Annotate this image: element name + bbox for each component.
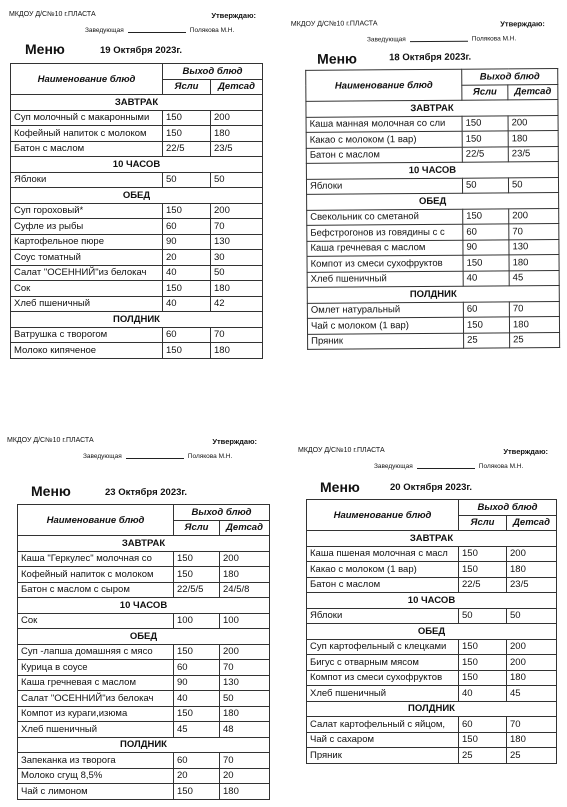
dish-row [11, 110, 263, 126]
dish-name: Суп картофельный с клецками [307, 639, 459, 655]
dish-output-kindergarten: 70 [220, 660, 270, 676]
dish-name: Суп гороховый* [11, 203, 163, 219]
dish-row [11, 172, 263, 188]
org-name: МКДОУ Д/С№10 г.ПЛАСТА [9, 11, 96, 18]
meal-section-label: ОБЕД [11, 188, 263, 204]
dish-output-kindergarten: 180 [220, 706, 270, 722]
dish-output-nursery: 150 [459, 732, 507, 748]
column-header-nursery: Ясли [174, 520, 220, 536]
menu-table [305, 68, 560, 350]
signature-line [417, 468, 475, 469]
dish-output-kindergarten: 23/5 [211, 141, 263, 157]
column-header-nursery: Ясли [462, 84, 508, 100]
dish-output-kindergarten: 200 [507, 655, 557, 671]
dish-output-kindergarten: 70 [211, 219, 263, 235]
dish-output-nursery: 150 [462, 115, 508, 131]
dish-output-nursery: 40 [163, 265, 211, 281]
dish-row [18, 722, 270, 738]
dish-output-kindergarten: 130 [220, 675, 270, 691]
dish-row [11, 327, 263, 343]
menu-sheet [287, 13, 561, 355]
meal-section-row [18, 536, 270, 552]
dish-row [18, 706, 270, 722]
dish-output-kindergarten: 200 [507, 546, 557, 562]
meal-section-label: ОБЕД [307, 624, 557, 640]
column-header-kindergarten: Детсад [220, 520, 270, 536]
dish-output-nursery: 150 [163, 110, 211, 126]
dish-output-nursery: 60 [463, 301, 509, 317]
column-header-kindergarten: Детсад [507, 515, 557, 531]
dish-output-kindergarten: 180 [507, 562, 557, 578]
dish-output-nursery: 90 [463, 239, 509, 255]
meal-section-label: 10 ЧАСОВ [11, 157, 263, 173]
dish-output-kindergarten: 130 [211, 234, 263, 250]
dish-output-kindergarten: 20 [220, 768, 270, 784]
head-name: Полякова М.Н. [187, 453, 233, 460]
menu-title: Меню [320, 479, 360, 495]
dish-name: Хлеб пшеничный [307, 686, 459, 702]
dish-output-nursery: 150 [463, 255, 509, 271]
column-header-name: Наименование блюд [11, 64, 163, 95]
dish-output-nursery: 90 [163, 234, 211, 250]
dish-name: Батон с маслом [306, 147, 462, 164]
signature-line [410, 41, 468, 42]
dish-output-nursery: 60 [174, 660, 220, 676]
dish-output-kindergarten: 25 [507, 748, 557, 764]
menu-title: Меню [31, 483, 71, 499]
dish-row [306, 177, 558, 194]
dish-row [11, 343, 263, 359]
approve-label: Утверждаю: [212, 437, 257, 446]
dish-output-kindergarten: 23/5 [508, 146, 558, 162]
dish-output-nursery: 50 [459, 608, 507, 624]
approval-signature [85, 27, 234, 34]
dish-output-nursery: 60 [463, 224, 509, 240]
dish-output-kindergarten: 70 [211, 327, 263, 343]
dish-output-kindergarten: 180 [507, 670, 557, 686]
dish-name: Соус томатный [11, 250, 163, 266]
dish-output-kindergarten: 200 [507, 639, 557, 655]
dish-row [307, 562, 557, 578]
dish-output-nursery: 22/5 [163, 141, 211, 157]
dish-row [307, 608, 557, 624]
dish-name: Батон с маслом с сыром [18, 582, 174, 598]
head-name: Полякова М.Н. [478, 463, 524, 470]
dish-output-nursery: 150 [459, 546, 507, 562]
dish-output-kindergarten: 70 [509, 301, 559, 317]
dish-output-kindergarten: 200 [211, 203, 263, 219]
dish-output-nursery: 50 [462, 177, 508, 193]
meal-section-label: 10 ЧАСОВ [307, 593, 557, 609]
dish-row [307, 224, 559, 241]
meal-section-row [307, 193, 559, 210]
dish-output-kindergarten: 50 [508, 177, 558, 193]
head-label: Заведующая [366, 36, 406, 44]
meal-section-label: ОБЕД [307, 193, 559, 210]
menu-date: 20 Октября 2023г. [390, 482, 473, 493]
dish-output-nursery: 40 [463, 270, 509, 286]
dish-name: Сок [11, 281, 163, 297]
menu-sheet [5, 5, 270, 375]
dish-output-nursery: 60 [163, 219, 211, 235]
dish-output-kindergarten: 50 [211, 172, 263, 188]
meal-section-row [18, 629, 270, 645]
meal-section-label: 10 ЧАСОВ [306, 162, 558, 179]
dish-name: Хлеб пшеничный [18, 722, 174, 738]
meal-section-label: 10 ЧАСОВ [18, 598, 270, 614]
org-name: МКДОУ Д/С№10 г.ПЛАСТА [7, 437, 94, 444]
dish-name: Омлет натуральный [307, 302, 463, 319]
dish-name: Хлеб пшеничный [11, 296, 163, 312]
column-header-output: Выход блюд [459, 500, 557, 516]
dish-output-kindergarten: 180 [211, 126, 263, 142]
head-label: Заведующая [374, 463, 413, 470]
dish-name: Суп -лапша домашняя с мясо [18, 644, 174, 660]
dish-row [306, 146, 558, 163]
dish-name: Каша пшеная молочная с масл [307, 546, 459, 562]
meal-section-label: ЗАВТРАК [306, 100, 558, 117]
dish-output-kindergarten: 200 [220, 551, 270, 567]
dish-name: Чай с молоком (1 вар) [307, 317, 463, 334]
dish-row [307, 270, 559, 287]
menu-sheet [294, 441, 562, 767]
dish-name: Чай с лимоном [18, 784, 174, 800]
dish-row [307, 732, 557, 748]
dish-name: Компот из кураги,изюма [18, 706, 174, 722]
dish-name: Кофейный напиток с молоком [11, 126, 163, 142]
dish-output-nursery: 150 [174, 567, 220, 583]
dish-name: Запеканка из творога [18, 753, 174, 769]
org-name: МКДОУ Д/С№10 г.ПЛАСТА [290, 20, 378, 28]
dish-output-kindergarten: 180 [509, 255, 559, 271]
dish-output-nursery: 40 [174, 691, 220, 707]
meal-section-row [18, 737, 270, 753]
dish-name: Хлеб пшеничный [307, 271, 463, 288]
dish-row [306, 131, 558, 148]
dish-name: Салат "ОСЕННИЙ"из белокач [11, 265, 163, 281]
dish-row [11, 203, 263, 219]
dish-output-kindergarten: 30 [211, 250, 263, 266]
dish-output-kindergarten: 180 [507, 732, 557, 748]
dish-name: Батон с маслом [11, 141, 163, 157]
dish-row [18, 691, 270, 707]
dish-output-nursery: 150 [174, 784, 220, 800]
meal-section-row [307, 701, 557, 717]
dish-output-nursery: 90 [174, 675, 220, 691]
menu-date: 18 Октября 2023г. [389, 51, 472, 64]
dish-row [11, 265, 263, 281]
dish-row [11, 296, 263, 312]
dish-row [307, 301, 559, 318]
dish-row [307, 546, 557, 562]
meal-section-row [307, 531, 557, 547]
dish-output-nursery: 150 [459, 655, 507, 671]
dish-output-kindergarten: 180 [509, 317, 559, 333]
dish-output-nursery: 150 [163, 281, 211, 297]
dish-output-nursery: 20 [163, 250, 211, 266]
menu-table [306, 499, 557, 764]
dish-row [18, 768, 270, 784]
dish-row [11, 250, 263, 266]
head-name: Полякова М.Н. [189, 27, 235, 34]
column-header-nursery: Ясли [163, 79, 211, 95]
dish-output-kindergarten: 50 [220, 691, 270, 707]
meal-section-row [307, 624, 557, 640]
dish-output-nursery: 150 [174, 706, 220, 722]
signature-line [126, 458, 184, 459]
dish-name: Ватрушка с творогом [11, 327, 163, 343]
meal-section-row [18, 598, 270, 614]
dish-name: Суфле из рыбы [11, 219, 163, 235]
dish-name: Салат картофельный с яйцом, [307, 717, 459, 733]
column-header-name: Наименование блюд [306, 69, 462, 101]
meal-section-label: ПОЛДНИК [307, 286, 559, 303]
dish-row [307, 208, 559, 225]
column-header-name: Наименование блюд [307, 500, 459, 531]
column-header-kindergarten: Детсад [508, 84, 558, 100]
meal-section-label: ЗАВТРАК [18, 536, 270, 552]
meal-section-label: ПОЛДНИК [307, 701, 557, 717]
meal-section-row [306, 100, 558, 117]
meal-section-label: ОБЕД [18, 629, 270, 645]
dish-row [307, 239, 559, 256]
meal-section-row [11, 188, 263, 204]
dish-name: Картофельное пюре [11, 234, 163, 250]
dish-name: Пряник [307, 748, 459, 764]
approve-label: Утверждаю: [211, 11, 256, 20]
column-header-kindergarten: Детсад [211, 79, 263, 95]
dish-output-kindergarten: 180 [508, 131, 558, 147]
dish-output-kindergarten: 50 [507, 608, 557, 624]
dish-output-nursery: 150 [163, 126, 211, 142]
dish-output-nursery: 22/5 [459, 577, 507, 593]
dish-output-nursery: 40 [459, 686, 507, 702]
dish-row [307, 317, 559, 334]
dish-output-nursery: 45 [174, 722, 220, 738]
dish-name: Каша манная молочная со сли [306, 116, 462, 133]
dish-output-kindergarten: 200 [508, 115, 558, 131]
dish-row [306, 115, 558, 132]
dish-row [18, 582, 270, 598]
dish-name: Курица в соусе [18, 660, 174, 676]
meal-section-label: ПОЛДНИК [11, 312, 263, 328]
dish-output-nursery: 150 [174, 551, 220, 567]
menu-sheet [3, 431, 271, 805]
menu-date: 19 Октября 2023г. [100, 45, 183, 56]
dish-output-kindergarten: 180 [220, 567, 270, 583]
meal-section-row [11, 95, 263, 111]
dish-row [307, 717, 557, 733]
approve-label: Утверждаю: [500, 19, 545, 29]
dish-output-nursery: 150 [459, 670, 507, 686]
dish-output-nursery: 20 [174, 768, 220, 784]
dish-output-nursery: 60 [163, 327, 211, 343]
dish-row [307, 255, 559, 272]
dish-output-nursery: 40 [163, 296, 211, 312]
dish-name: Яблоки [307, 608, 459, 624]
dish-output-nursery: 150 [463, 317, 509, 333]
column-header-name: Наименование блюд [18, 505, 174, 536]
dish-output-nursery: 150 [462, 131, 508, 147]
dish-output-nursery: 150 [163, 343, 211, 359]
dish-output-kindergarten: 24/5/8 [220, 582, 270, 598]
dish-row [11, 281, 263, 297]
dish-name: Яблоки [306, 178, 462, 195]
dish-output-nursery: 150 [163, 203, 211, 219]
dish-output-kindergarten: 45 [507, 686, 557, 702]
dish-name: Яблоки [11, 172, 163, 188]
meal-section-row [11, 312, 263, 328]
signature-line [128, 32, 186, 33]
dish-output-kindergarten: 70 [507, 717, 557, 733]
dish-name: Кофейный напиток с молоком [18, 567, 174, 583]
dish-name: Молоко сгущ 8,5% [18, 768, 174, 784]
dish-output-kindergarten: 70 [509, 224, 559, 240]
dish-output-kindergarten: 180 [211, 343, 263, 359]
dish-output-nursery: 60 [459, 717, 507, 733]
dish-name: Бигус с отварным мясом [307, 655, 459, 671]
dish-row [307, 655, 557, 671]
dish-row [307, 686, 557, 702]
dish-row [18, 753, 270, 769]
dish-output-kindergarten: 180 [211, 281, 263, 297]
head-label: Заведующая [85, 27, 124, 34]
dish-name: Свекольник со сметаной [307, 209, 463, 226]
dish-row [18, 660, 270, 676]
dish-output-nursery: 50 [163, 172, 211, 188]
dish-row [18, 613, 270, 629]
dish-row [18, 675, 270, 691]
dish-row [307, 748, 557, 764]
dish-row [11, 234, 263, 250]
menu-table [17, 504, 270, 800]
dish-name: Каша гречневая с маслом [307, 240, 463, 257]
meal-section-label: ЗАВТРАК [307, 531, 557, 547]
meal-section-label: ПОЛДНИК [18, 737, 270, 753]
dish-output-nursery: 150 [459, 562, 507, 578]
column-header-output: Выход блюд [462, 69, 558, 85]
head-label: Заведующая [83, 453, 122, 460]
dish-row [308, 332, 560, 349]
dish-row [307, 577, 557, 593]
dish-name: Каша "Геркулес" молочная со [18, 551, 174, 567]
dish-output-kindergarten: 23/5 [507, 577, 557, 593]
dish-output-kindergarten: 70 [220, 753, 270, 769]
dish-row [11, 126, 263, 142]
dish-row [307, 639, 557, 655]
dish-name: Компот из смеси сухофруктов [307, 670, 459, 686]
dish-name: Батон с маслом [307, 577, 459, 593]
dish-output-kindergarten: 100 [220, 613, 270, 629]
dish-name: Какао с молоком (1 вар) [306, 131, 462, 148]
dish-output-kindergarten: 200 [509, 208, 559, 224]
dish-output-nursery: 150 [174, 644, 220, 660]
menu-title: Меню [317, 50, 358, 67]
column-header-nursery: Ясли [459, 515, 507, 531]
head-name: Полякова М.Н. [471, 35, 517, 43]
dish-output-nursery: 150 [459, 639, 507, 655]
dish-name: Пряник [308, 333, 464, 350]
dish-output-kindergarten: 50 [211, 265, 263, 281]
dish-output-nursery: 60 [174, 753, 220, 769]
dish-output-kindergarten: 48 [220, 722, 270, 738]
dish-name: Компот из смеси сухофруктов [307, 255, 463, 272]
dish-name: Бефстрогонов из говядины с с [307, 224, 463, 241]
dish-row [18, 784, 270, 800]
dish-output-nursery: 150 [463, 208, 509, 224]
approval-signature [374, 463, 523, 470]
approval-signature [367, 35, 516, 43]
meal-section-row [11, 157, 263, 173]
dish-row [18, 567, 270, 583]
dish-output-kindergarten: 200 [220, 644, 270, 660]
dish-output-nursery: 22/5/5 [174, 582, 220, 598]
dish-name: Суп молочный с макаронными [11, 110, 163, 126]
dish-output-nursery: 25 [459, 748, 507, 764]
approve-label: Утверждаю: [503, 447, 548, 456]
dish-name: Салат "ОСЕННИЙ"из белокач [18, 691, 174, 707]
approval-signature [83, 453, 232, 460]
dish-row [18, 551, 270, 567]
dish-row [18, 644, 270, 660]
dish-row [307, 670, 557, 686]
dish-output-kindergarten: 25 [510, 332, 560, 348]
meal-section-row [307, 286, 559, 303]
menu-table [10, 63, 263, 359]
dish-name: Сок [18, 613, 174, 629]
dish-output-nursery: 25 [464, 332, 510, 348]
dish-name: Чай с сахаром [307, 732, 459, 748]
dish-output-nursery: 22/5 [462, 146, 508, 162]
column-header-output: Выход блюд [163, 64, 263, 80]
column-header-output: Выход блюд [174, 505, 270, 521]
menu-date: 23 Октября 2023г. [105, 487, 188, 498]
dish-output-nursery: 100 [174, 613, 220, 629]
meal-section-row [307, 593, 557, 609]
dish-output-kindergarten: 180 [220, 784, 270, 800]
org-name: МКДОУ Д/С№10 г.ПЛАСТА [298, 447, 385, 454]
dish-output-kindergarten: 130 [509, 239, 559, 255]
dish-name: Каша гречневая с маслом [18, 675, 174, 691]
dish-output-kindergarten: 45 [509, 270, 559, 286]
dish-output-kindergarten: 42 [211, 296, 263, 312]
meal-section-label: ЗАВТРАК [11, 95, 263, 111]
dish-row [11, 219, 263, 235]
dish-output-kindergarten: 200 [211, 110, 263, 126]
dish-name: Какао с молоком (1 вар) [307, 562, 459, 578]
dish-name: Молоко кипяченое [11, 343, 163, 359]
menu-title: Меню [25, 41, 65, 57]
dish-row [11, 141, 263, 157]
meal-section-row [306, 162, 558, 179]
